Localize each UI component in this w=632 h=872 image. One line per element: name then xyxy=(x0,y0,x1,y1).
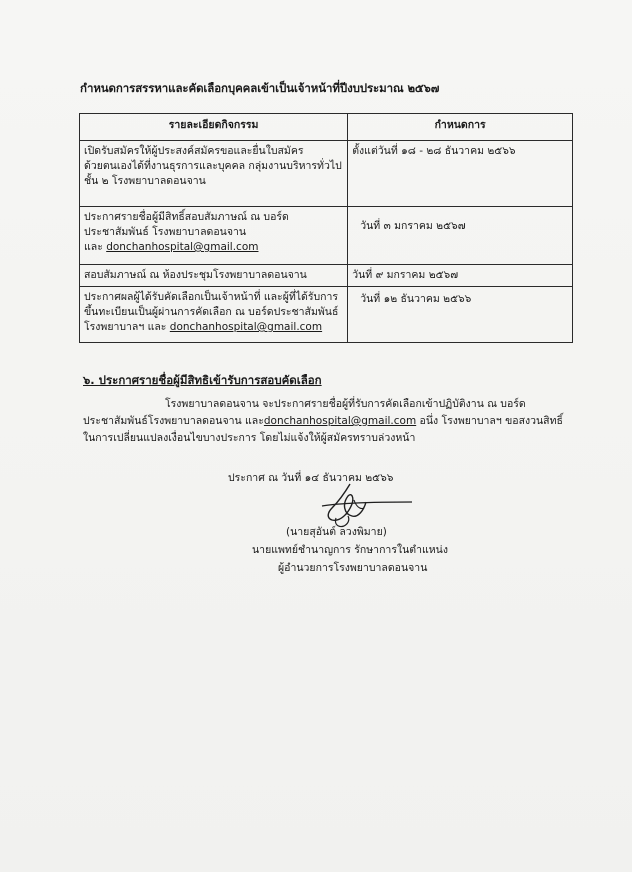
header-activity: รายละเอียดกิจกรรม xyxy=(80,114,348,141)
activity-line: ประกาศรายชื่อผู้มีสิทธิ์สอบสัมภาษณ์ ณ บอร์ด xyxy=(84,211,289,223)
schedule-cell: วันที่ ๙ มกราคม ๒๕๖๗ xyxy=(348,265,573,287)
handwritten-signature-icon xyxy=(292,480,422,530)
activity-line: สอบสัมภาษณ์ ณ ห้องประชุมโรงพยาบาลดอนจาน xyxy=(84,269,307,281)
section-6-body xyxy=(83,396,573,447)
schedule-table xyxy=(79,113,573,343)
activity-line xyxy=(84,320,343,335)
activity-line: ขึ้นทะเบียนเป็นผู้ผ่านการคัดเลือก ณ บอร์ดประชาสัมพันธ์ xyxy=(84,306,339,318)
activity-cell xyxy=(80,287,348,343)
schedule-cell xyxy=(348,287,573,343)
signatory-position-2: ผู้อำนวยการโรงพยาบาลดอนจาน xyxy=(278,562,428,574)
table-row xyxy=(80,287,573,343)
announcement-date: ประกาศ ณ วันที่ ๑๔ ธันวาคม ๒๕๖๖ xyxy=(228,472,394,484)
table-row xyxy=(80,265,573,287)
activity-line: ชั้น ๒ โรงพยาบาลดอนจาน xyxy=(84,175,206,187)
activity-line: ประชาสัมพันธ์ โรงพยาบาลดอนจาน xyxy=(84,226,247,238)
section-6-title: ๖. ประกาศรายชื่อผู้มีสิทธิเข้ารับการสอบคัดเลือก xyxy=(83,373,322,387)
schedule-heading: กำหนดการสรรหาและคัดเลือกบุคคลเข้าเป็นเจ้าหน้าที่ปีงบประมาณ ๒๕๖๗ xyxy=(80,81,440,95)
signatory-name: (นายสุอันต์ ลวงพิมาย) xyxy=(286,526,387,538)
activity-line: เปิดรับสมัครให้ผู้ประสงค์สมัครขอและยื่นใบสมัคร xyxy=(84,145,304,157)
activity-line: ด้วยตนเองได้ที่งานธุรการและบุคคล กลุ่มงานบริหารทั่วไป xyxy=(84,160,342,172)
activity-cell xyxy=(80,265,348,287)
body-line-2-suffix: อนึ่ง โรงพยาบาลฯ ขอสงวนสิทธิ์ xyxy=(416,415,563,427)
signatory-position-1: นายแพทย์ชำนาญการ รักษาการในตำแหน่ง xyxy=(252,544,448,556)
activity-cell xyxy=(80,207,348,265)
email-link[interactable]: donchanhospital@gmail.com xyxy=(169,321,323,333)
table-header-row xyxy=(80,114,573,141)
schedule-text: วันที่ ๓ มกราคม ๒๕๖๗ xyxy=(360,220,466,232)
schedule-text: วันที่ ๑๒ ธันวาคม ๒๕๖๖ xyxy=(360,293,472,305)
schedule-cell xyxy=(348,207,573,265)
body-line-2-prefix: ประชาสัมพันธ์โรงพยาบาลดอนจาน และ xyxy=(83,415,264,427)
table-row xyxy=(80,141,573,207)
activity-line xyxy=(84,240,343,255)
activity-line: ประกาศผลผู้ได้รับคัดเลือกเป็นเจ้าหน้าที่ และผู้ที่ได้รับการ xyxy=(84,291,339,303)
body-line: ในการเปลี่ยนแปลงเงื่อนไขบางประการ โดยไม่แจ้งให้ผู้สมัครทราบล่วงหน้า xyxy=(83,432,416,444)
email-prefix: และ xyxy=(84,241,107,253)
email-prefix: โรงพยาบาลฯ และ xyxy=(84,321,170,333)
body-line xyxy=(83,413,573,430)
activity-cell xyxy=(80,141,348,207)
header-schedule: กำหนดการ xyxy=(348,114,573,141)
body-line xyxy=(83,396,573,413)
email-link[interactable]: donchanhospital@gmail.com xyxy=(263,415,417,427)
schedule-cell: ตั้งแต่วันที่ ๑๘ - ๒๘ ธันวาคม ๒๕๖๖ xyxy=(348,141,573,207)
body-line-1: โรงพยาบาลดอนจาน จะประกาศรายชื่อผู้ที่รับการคัดเลือกเข้าปฏิบัติงาน ณ บอร์ด xyxy=(165,398,526,410)
table-row xyxy=(80,207,573,265)
email-link[interactable]: donchanhospital@gmail.com xyxy=(106,241,259,253)
